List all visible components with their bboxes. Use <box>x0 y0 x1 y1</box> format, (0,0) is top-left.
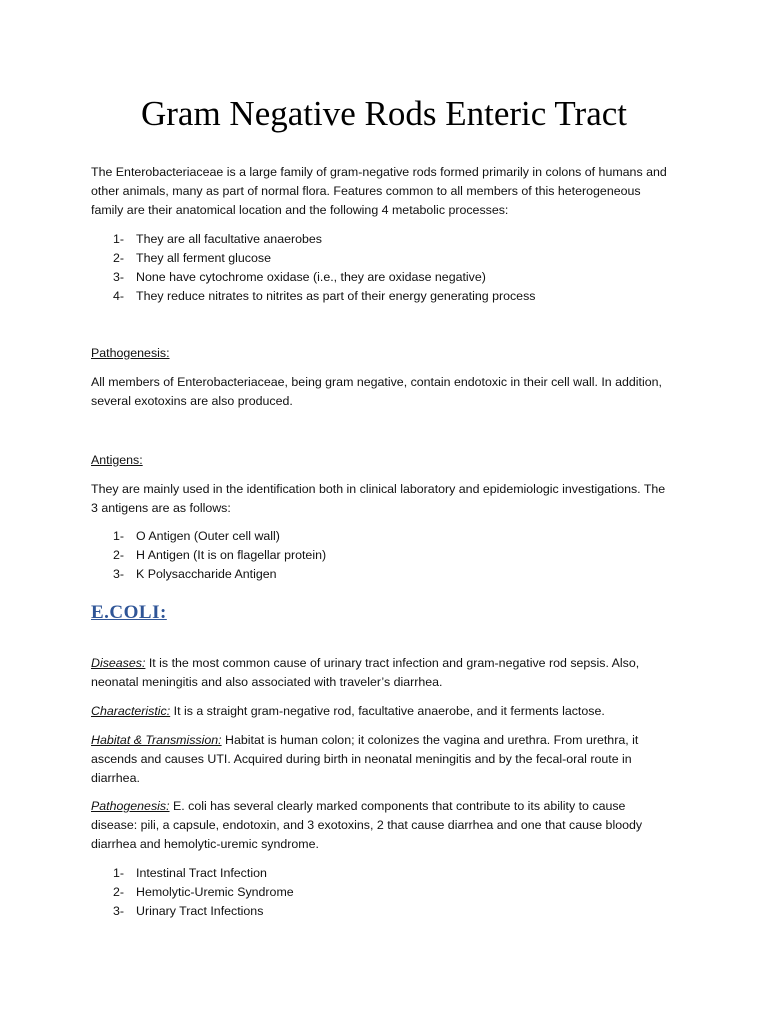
habitat-label: Habitat & Transmission: <box>91 733 222 747</box>
list-item-text: None have cytochrome oxidase (i.e., they are oxidase negative) <box>136 270 486 284</box>
ecoli-pathogenesis-text: E. coli has several clearly marked components that contribute to its ability to cause disease: pili, a capsule, endotoxin, and 3 exotoxins, 2 that cause diarrhea and one that cause bloody diarrhea and hemolytic-uremic syndrome. <box>91 799 643 851</box>
list-item-number: 3- <box>113 567 125 581</box>
ecoli-pathogenesis-paragraph <box>91 797 671 854</box>
ecoli-diseases-paragraph <box>91 654 671 692</box>
characteristic-text: It is a straight gram-negative rod, facultative anaerobe, and it ferments lactose. <box>170 704 605 718</box>
list-item <box>113 546 673 565</box>
ecoli-list <box>113 864 673 921</box>
antigens-list <box>113 527 673 584</box>
list-item <box>113 268 673 287</box>
list-item-number: 2- <box>113 885 125 899</box>
intro-paragraph: The Enterobacteriaceae is a large family of gram-negative rods formed primarily in colons of humans and other animals, many as part of normal flora. Features common to all members of this heterogeneous family are their anatomical location and the following 4 metabolic processes: <box>91 165 667 217</box>
list-item-text: H Antigen (It is on flagellar protein) <box>136 548 327 562</box>
ecoli-habitat-paragraph <box>91 731 671 788</box>
diseases-label: Diseases: <box>91 656 146 670</box>
list-item-text: They are all facultative anaerobes <box>136 232 322 246</box>
list-item <box>113 883 673 902</box>
list-item-number: 1- <box>113 529 125 543</box>
list-item-text: Intestinal Tract Infection <box>136 866 267 880</box>
page-title: Gram Negative Rods Enteric Tract <box>140 94 627 133</box>
list-item <box>113 565 673 584</box>
list-item <box>113 864 673 883</box>
list-item <box>113 249 673 268</box>
habitat-text: Habitat is human colon; it colonizes the vagina and urethra. From urethra, it ascends and causes UTI. Acquired during birth in neonatal meningitis and by the fecal-oral route in diarrhea. <box>91 733 639 785</box>
list-item <box>113 902 673 921</box>
list-item <box>113 230 673 249</box>
metabolic-list <box>113 230 673 306</box>
ecoli-characteristic-paragraph <box>91 702 671 721</box>
list-item-number: 1- <box>113 866 125 880</box>
list-item-number: 4- <box>113 289 125 303</box>
ecoli-pathogenesis-label: Pathogenesis: <box>91 799 170 813</box>
list-item-number: 2- <box>113 548 125 562</box>
list-item-text: Hemolytic-Uremic Syndrome <box>136 885 294 899</box>
antigens-paragraph: They are mainly used in the identification both in clinical laboratory and epidemiologic investigations. The 3 antigens are as follows: <box>91 482 666 515</box>
list-item-text: O Antigen (Outer cell wall) <box>136 529 280 543</box>
list-item-number: 3- <box>113 904 125 918</box>
characteristic-label: Characteristic: <box>91 704 171 718</box>
list-item-text: K Polysaccharide Antigen <box>136 567 277 581</box>
list-item-text: They all ferment glucose <box>136 251 271 265</box>
antigens-heading: Antigens: <box>91 453 143 467</box>
ecoli-heading: E.COLI: <box>91 602 167 623</box>
list-item <box>113 287 673 306</box>
list-item-text: Urinary Tract Infections <box>136 904 264 918</box>
pathogenesis-heading: Pathogenesis: <box>91 346 170 360</box>
list-item-number: 1- <box>113 232 125 246</box>
list-item-number: 3- <box>113 270 125 284</box>
list-item-text: They reduce nitrates to nitrites as part of their energy generating process <box>136 289 536 303</box>
list-item <box>113 527 673 546</box>
diseases-text: It is the most common cause of urinary tract infection and gram-negative rod sepsis. Also, neonatal meningitis and also associated with traveler’s diarrhea. <box>91 656 640 689</box>
pathogenesis-paragraph: All members of Enterobacteriaceae, being gram negative, contain endotoxic in their cell wall. In addition, several exotoxins are also produced. <box>91 375 662 408</box>
list-item-number: 2- <box>113 251 125 265</box>
